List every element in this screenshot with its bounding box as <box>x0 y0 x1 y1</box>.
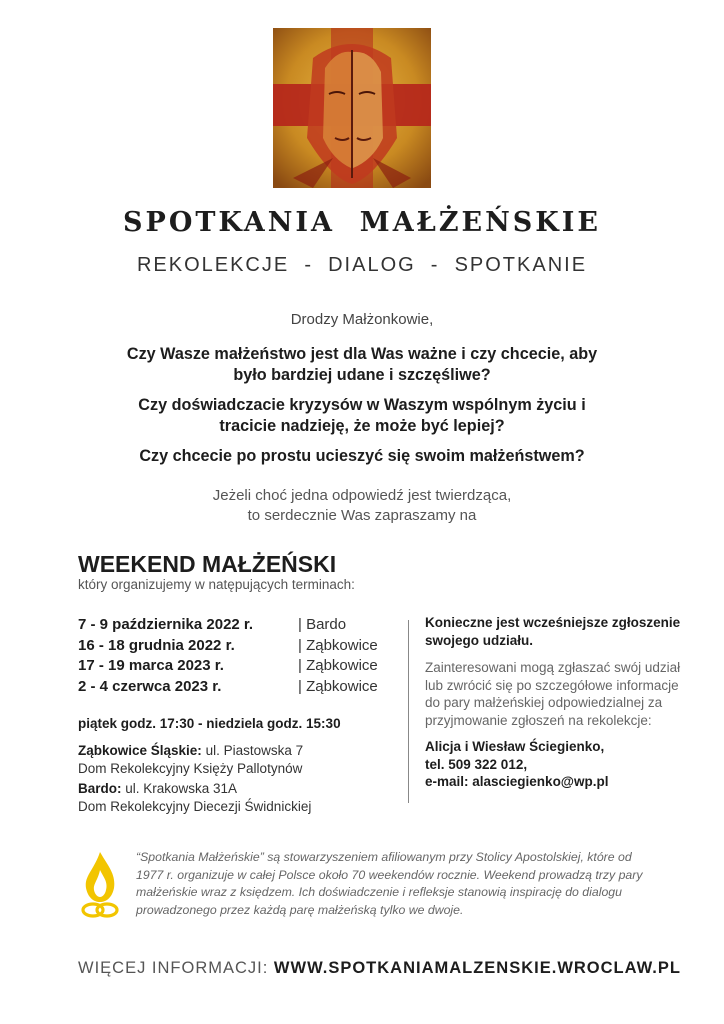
registration-required: Konieczne jest wcześniejsze zgłoszenie swojego udziału. <box>425 615 681 648</box>
question: Czy chcecie po prostu ucieszyć się swoim małżeństwem? <box>139 447 585 465</box>
registration-info: Zainteresowani mogą zgłaszać swój udział lub zwrócić się po szczegółowe informacje do pary małżeńskiej odpowiedzialnej za przyjmowanie zgłoszeń na rekolekcje: <box>425 660 681 728</box>
date-place: | Ząbkowice <box>298 636 378 654</box>
date-row <box>78 657 398 678</box>
greeting: Drodzy Małżonkowie, <box>290 311 434 328</box>
couple-painting-image <box>273 28 431 188</box>
date-row <box>78 678 398 699</box>
weekend-subtitle: który organizujemy w natępujących terminach: <box>78 577 355 592</box>
footer-label: WIĘCEJ INFORMACJI: <box>78 959 274 977</box>
contact-phone: tel. 509 322 012, <box>425 756 528 772</box>
flame-rings-logo-icon <box>78 850 122 920</box>
venue-street: ul. Krakowska 31A <box>121 781 238 796</box>
column-divider <box>408 620 409 803</box>
date-place: | Ząbkowice <box>298 677 378 695</box>
main-subtitle: REKOLEKCJE - DIALOG - SPOTKANIE <box>136 254 588 276</box>
date-range: 16 - 18 grudnia 2022 r. <box>78 636 235 654</box>
venue-city: Bardo: <box>78 781 122 796</box>
dates-list <box>78 616 398 698</box>
main-title: SPOTKANIA MAŁŻEŃSKIE <box>123 207 601 238</box>
invitation-text <box>0 486 724 526</box>
contact-name: Alicja i Wiesław Ściegienko, <box>425 739 605 754</box>
invitation-line: Jeżeli choć jedna odpowiedź jest twierdząca, <box>212 487 512 504</box>
venue-city: Ząbkowice Śląskie: <box>78 743 202 758</box>
questions-block <box>110 344 614 476</box>
date-range: 17 - 19 marca 2023 r. <box>78 657 224 674</box>
weekend-title: WEEKEND MAŁŻEŃSKI <box>78 551 337 577</box>
venue-bardo <box>78 780 311 816</box>
date-place: | Bardo <box>298 616 347 633</box>
date-range: 2 - 4 czerwca 2023 r. <box>78 677 222 695</box>
venue-house: Dom Rekolekcyjny Księży Pallotynów <box>78 761 303 776</box>
venue-house: Dom Rekolekcyjny Diecezji Świdnickiej <box>78 799 312 814</box>
venue-zabkowice <box>78 742 303 778</box>
weekend-hours: piątek godz. 17:30 - niedziela godz. 15:30 <box>78 716 341 731</box>
contact-email[interactable]: e-mail: alasciegienko@wp.pl <box>425 774 609 789</box>
date-range: 7 - 9 października 2022 r. <box>78 616 254 633</box>
question: Czy Wasze małżeństwo jest dla Was ważne i czy chcecie, aby było bardziej udane i szczęśliwe? <box>126 345 598 384</box>
date-place: | Ząbkowice <box>298 657 378 674</box>
question: Czy doświadczacie kryzysów w Waszym wspólnym życiu i tracicie nadzieję, że może być lepiej? <box>138 396 586 435</box>
date-row <box>78 616 398 637</box>
footer <box>78 959 681 978</box>
date-row <box>78 637 398 658</box>
website-link[interactable]: WWW.SPOTKANIAMALZENSKIE.WROCLAW.PL <box>273 959 681 977</box>
about-association: “Spotkania Małżeńskie” są stowarzyszeniem afiliowanym przy Stolicy Apostolskiej, które od 1977 r. organizuje w całej Polsce około 70 weekendów rocznie. Weekend prowadzą trzy pary małżeńskie wraz z księdzem. Ich doświadczenie i refleksje stanowią inspirację do dialogu prowadzonego przez każdą parę małżeńską tylko we dwoje. <box>136 850 643 917</box>
registration-block <box>425 614 695 791</box>
venue-street: ul. Piastowska 7 <box>201 743 304 758</box>
invitation-line: to serdecznie Was zapraszamy na <box>247 507 477 524</box>
